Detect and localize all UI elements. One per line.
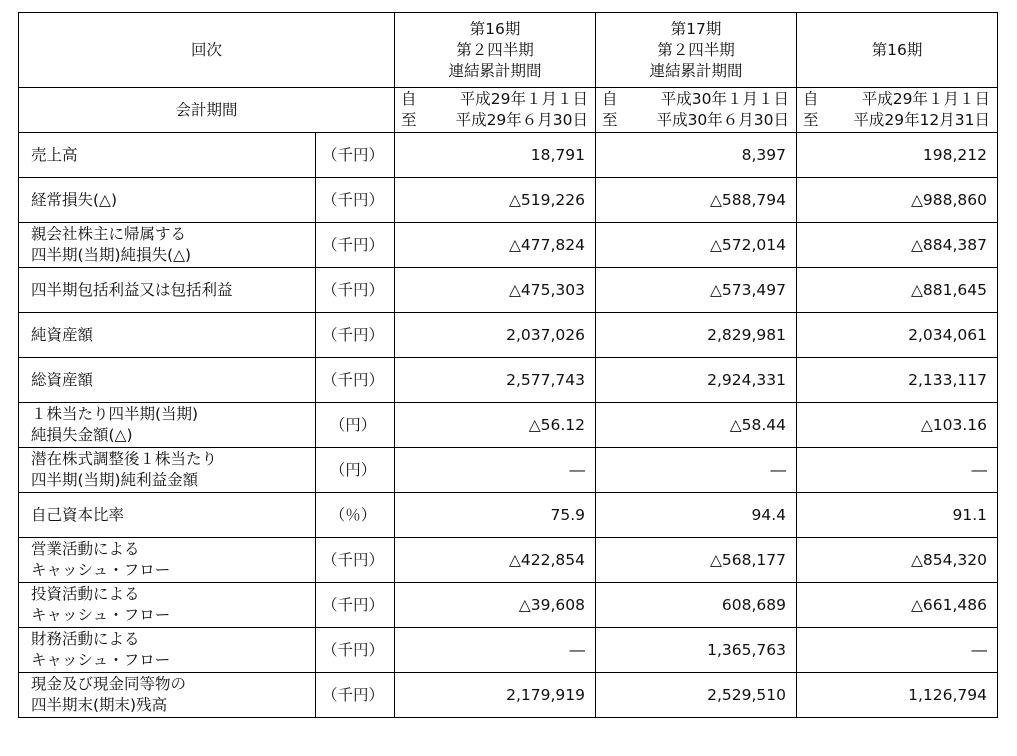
row-value: △881,645 [797,268,998,313]
row-unit: （千円） [316,313,395,358]
row-value: 2,577,743 [395,358,596,403]
row-label: 営業活動による キャッシュ・フロー [19,538,316,583]
row-label: 現金及び現金同等物の 四半期末(期末)残高 [19,673,316,718]
header-row-dates [19,88,998,133]
row-value: △103.16 [797,403,998,448]
row-label: 経常損失(△) [19,178,316,223]
row-label: 投資活動による キャッシュ・フロー [19,583,316,628]
row-label: 潜在株式調整後１株当たり 四半期(当期)純利益金額 [19,448,316,493]
row-label: 自己資本比率 [19,493,316,538]
row-value: △477,824 [395,223,596,268]
row-value: △573,497 [596,268,797,313]
row-unit: （円） [316,448,395,493]
row-unit: （円） [316,403,395,448]
row-unit: （％） [316,493,395,538]
row-value: △568,177 [596,538,797,583]
row-value: ― [797,448,998,493]
col3-title: 第16期 [797,13,998,88]
row-unit: （千円） [316,268,395,313]
row-value: △519,226 [395,178,596,223]
row-unit: （千円） [316,358,395,403]
table-row [19,448,998,493]
row-value: 2,133,117 [797,358,998,403]
table-row [19,403,998,448]
row-value: 91.1 [797,493,998,538]
table-row [19,268,998,313]
row-value: ― [596,448,797,493]
row-value: 94.4 [596,493,797,538]
row-value: 2,034,061 [797,313,998,358]
row-value: 2,529,510 [596,673,797,718]
row-label: 売上高 [19,133,316,178]
table-row [19,583,998,628]
row-value: 2,179,919 [395,673,596,718]
row-value: △854,320 [797,538,998,583]
table-row [19,493,998,538]
header-row-period [19,13,998,88]
row-value: 2,829,981 [596,313,797,358]
row-value: △661,486 [797,583,998,628]
row-value: ― [797,628,998,673]
col1-dates: 自 平成29年１月１日 至 平成29年６月30日 [395,88,596,133]
row-label: 財務活動による キャッシュ・フロー [19,628,316,673]
row-value: 8,397 [596,133,797,178]
row-value: 75.9 [395,493,596,538]
table-row [19,628,998,673]
row-value: △988,860 [797,178,998,223]
table-row [19,358,998,403]
row-label: 総資産額 [19,358,316,403]
row-value: △572,014 [596,223,797,268]
row-unit: （千円） [316,673,395,718]
row-value: 1,126,794 [797,673,998,718]
col1-title: 第16期 第２四半期 連結累計期間 [395,13,596,88]
row-label: 四半期包括利益又は包括利益 [19,268,316,313]
row-value: ― [395,448,596,493]
row-value: 1,365,763 [596,628,797,673]
row-value: 198,212 [797,133,998,178]
row-value: △39,608 [395,583,596,628]
row-value: ― [395,628,596,673]
row-label: 純資産額 [19,313,316,358]
row-unit: （千円） [316,583,395,628]
row-value: 2,037,026 [395,313,596,358]
row-value: 18,791 [395,133,596,178]
row-unit: （千円） [316,133,395,178]
row-label: 親会社株主に帰属する 四半期(当期)純損失(△) [19,223,316,268]
row-value: 2,924,331 [596,358,797,403]
period-label: 会計期間 [19,88,395,133]
table-row [19,133,998,178]
row-value: △422,854 [395,538,596,583]
row-value: △884,387 [797,223,998,268]
table-row [19,313,998,358]
item-column-header: 回次 [19,13,395,88]
table-row [19,538,998,583]
col2-dates: 自 平成30年１月１日 至 平成30年６月30日 [596,88,797,133]
row-value: △56.12 [395,403,596,448]
row-value: △58.44 [596,403,797,448]
row-unit: （千円） [316,178,395,223]
table-row [19,223,998,268]
col3-dates: 自 平成29年１月１日 至 平成29年12月31日 [797,88,998,133]
row-unit: （千円） [316,538,395,583]
row-value: △475,303 [395,268,596,313]
row-value: △588,794 [596,178,797,223]
financial-summary-table [18,12,998,718]
row-label: １株当たり四半期(当期) 純損失金額(△) [19,403,316,448]
table-row [19,673,998,718]
row-unit: （千円） [316,628,395,673]
col2-title: 第17期 第２四半期 連結累計期間 [596,13,797,88]
row-unit: （千円） [316,223,395,268]
table-row [19,178,998,223]
row-value: 608,689 [596,583,797,628]
